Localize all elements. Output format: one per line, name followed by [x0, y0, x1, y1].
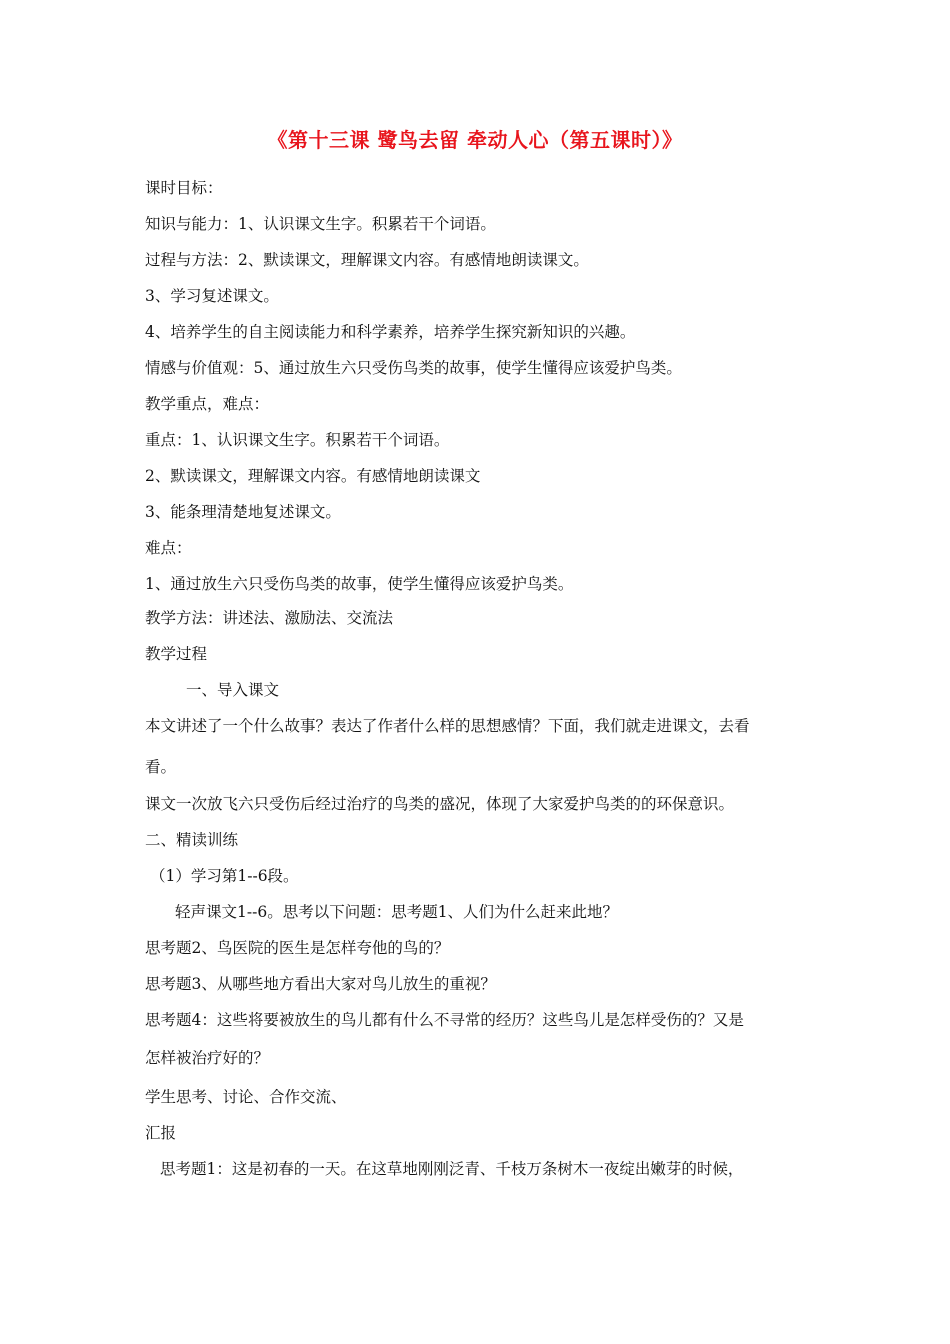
- text-line: 知识与能力：1、认识课文生字。积累若干个词语。: [145, 215, 496, 233]
- text-line: 思考题2、鸟医院的医生是怎样夸他的鸟的？: [145, 939, 450, 957]
- text-line: 3、学习复述课文。: [145, 287, 279, 305]
- text-line: 怎样被治疗好的？: [145, 1049, 270, 1067]
- text-line: 难点：: [145, 539, 192, 557]
- text-line: 思考题3、从哪些地方看出大家对鸟儿放生的重视？: [145, 975, 496, 993]
- text-line: 教学重点，难点：: [145, 395, 270, 413]
- text-line: 思考题4：这些将要被放生的鸟儿都有什么不寻常的经历？这些鸟儿是怎样受伤的？又是: [145, 1011, 744, 1029]
- section-heading: 二、精读训练: [145, 831, 239, 849]
- section-heading: 一、导入课文: [186, 681, 280, 699]
- text-line: 过程与方法：2、默读课文，理解课文内容。有感情地朗读课文。: [145, 251, 589, 269]
- text-line: 课文一次放飞六只受伤后经过治疗的鸟类的盛况，体现了大家爱护鸟类的的环保意识。: [145, 795, 735, 813]
- text-line: 本文讲述了一个什么故事？表达了作者什么样的思想感情？下面，我们就走进课文，去看: [145, 717, 750, 735]
- text-line: 轻声课文1--6。思考以下问题：思考题1、人们为什么赶来此地？: [175, 903, 619, 921]
- text-line: 教学方法：讲述法、激励法、交流法: [145, 609, 394, 627]
- text-line: 2、默读课文，理解课文内容。有感情地朗读课文: [145, 467, 481, 485]
- text-line: 教学过程: [145, 645, 208, 663]
- text-line: 4、培养学生的自主阅读能力和科学素养，培养学生探究新知识的兴趣。: [145, 323, 636, 341]
- text-line: 学生思考、讨论、合作交流、: [145, 1088, 347, 1106]
- text-line: 1、通过放生六只受伤鸟类的故事，使学生懂得应该爱护鸟类。: [145, 575, 574, 593]
- text-line: （1）学习第1--6段。: [150, 867, 299, 885]
- text-line: 思考题1：这是初春的一天。在这草地刚刚泛青、千枝万条树木一夜绽出嫩芽的时候，: [160, 1160, 744, 1178]
- document-title: 《第十三课 鹭鸟去留 牵动人心（第五课时）》: [267, 128, 683, 152]
- text-line: 3、能条理清楚地复述课文。: [145, 503, 341, 521]
- text-line: 课时目标：: [145, 179, 223, 197]
- text-line: 重点：1、认识课文生字。积累若干个词语。: [145, 431, 450, 449]
- text-line: 情感与价值观：5、通过放生六只受伤鸟类的故事，使学生懂得应该爱护鸟类。: [145, 359, 682, 377]
- text-line: 汇报: [145, 1124, 177, 1142]
- text-line: 看。: [145, 758, 177, 776]
